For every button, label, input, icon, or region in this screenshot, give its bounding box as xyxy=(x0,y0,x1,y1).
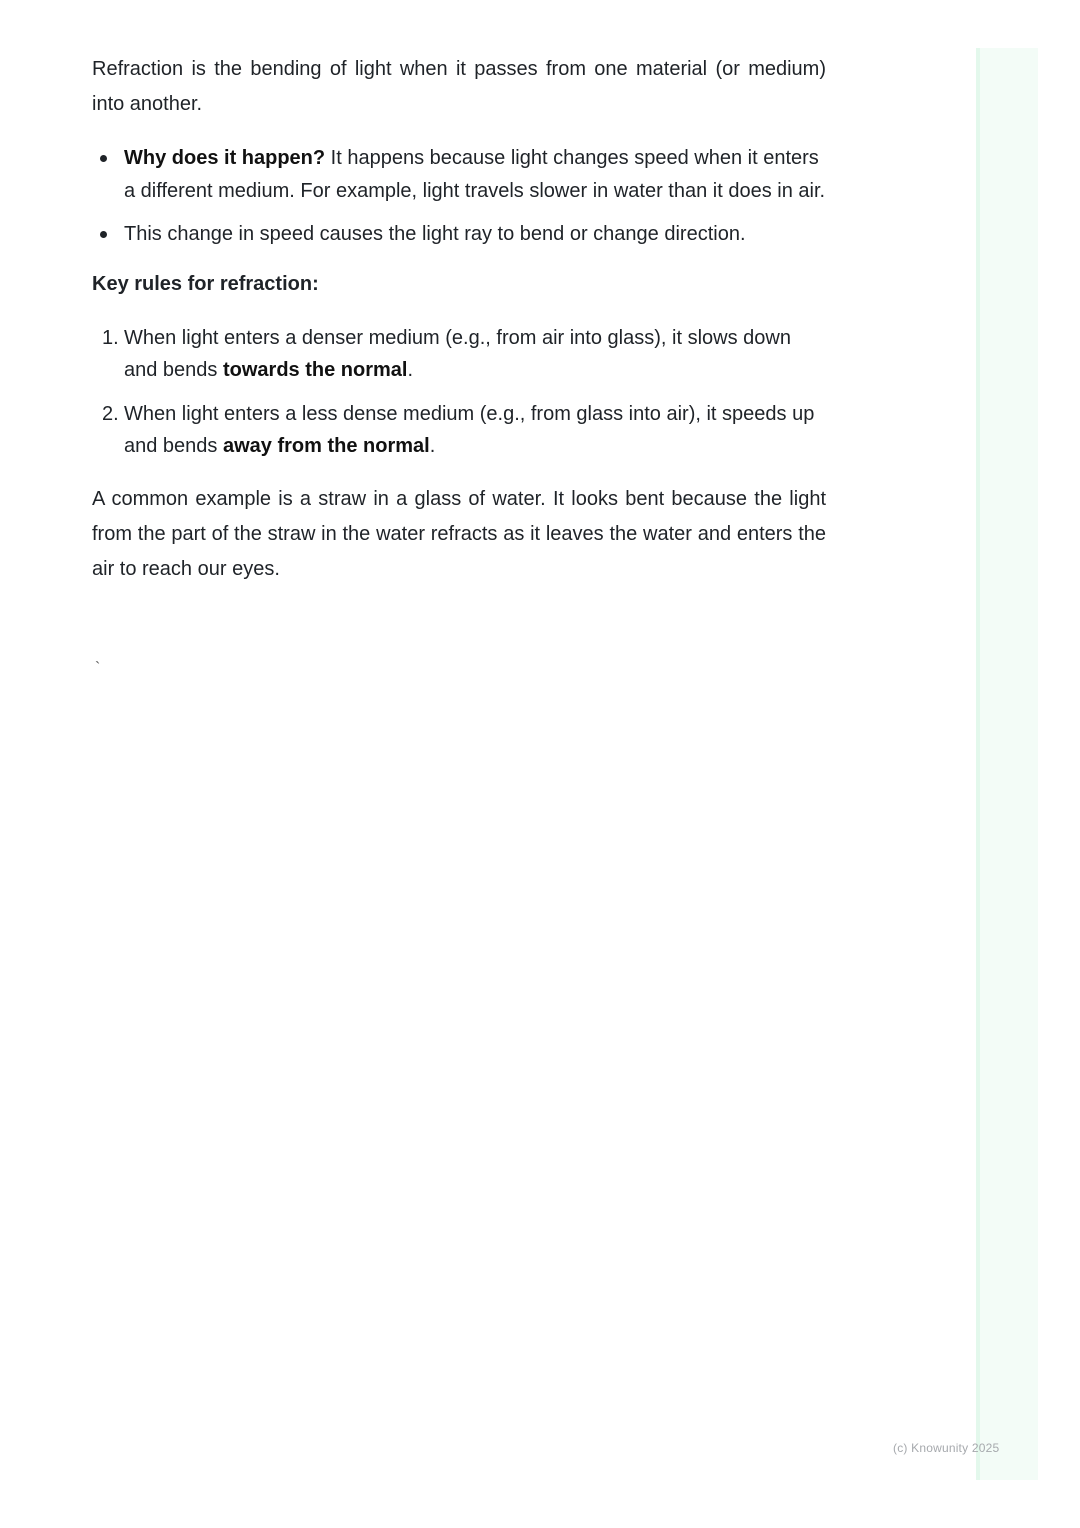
rule-text: When light enters a denser medium (e.g., from air into glass), it slows down and bends xyxy=(124,326,791,381)
bullet-text: It happens because light changes speed when it enters a different medium. For example, light travels slower in water than it does in air. xyxy=(124,147,826,202)
closing-paragraph: A common example is a straw in a glass of water. It looks bent because the light from the part of the straw in the water refracts as it leaves the water and enters the air to reach our eyes. xyxy=(92,487,826,580)
rule-text: When light enters a less dense medium (e.g., from glass into air), it speeds up and bends xyxy=(124,402,815,457)
rules-list xyxy=(92,322,826,463)
bullet-item xyxy=(92,218,826,251)
rule-bold-text: away from the normal xyxy=(222,435,430,457)
bullet-item xyxy=(92,142,826,207)
bullet-list xyxy=(92,142,826,251)
rules-heading: Key rules for refraction: xyxy=(92,272,319,295)
rule-number: 2. xyxy=(102,402,119,425)
document-body xyxy=(92,52,826,587)
rule-item xyxy=(92,398,826,463)
rule-text-end: . xyxy=(429,435,436,457)
stray-backtick: ` xyxy=(95,660,101,677)
intro-paragraph: Refraction is the bending of light when it passes from one material (or medium) into another. xyxy=(92,58,826,115)
bullet-dot-icon xyxy=(100,155,107,162)
bullet-text: This change in speed causes the light ray to bend or change direction. xyxy=(124,223,746,245)
side-margin-strip xyxy=(976,48,1038,1480)
bullet-bold-lead: Why does it happen? xyxy=(124,147,326,169)
rule-text-end: . xyxy=(407,359,414,381)
copyright-footer: (c) Knowunity 2025 xyxy=(893,1441,1000,1455)
rule-bold-text: towards the normal xyxy=(222,359,408,381)
rule-number: 1. xyxy=(102,326,119,349)
bullet-dot-icon xyxy=(100,231,107,238)
rule-item xyxy=(92,322,826,387)
